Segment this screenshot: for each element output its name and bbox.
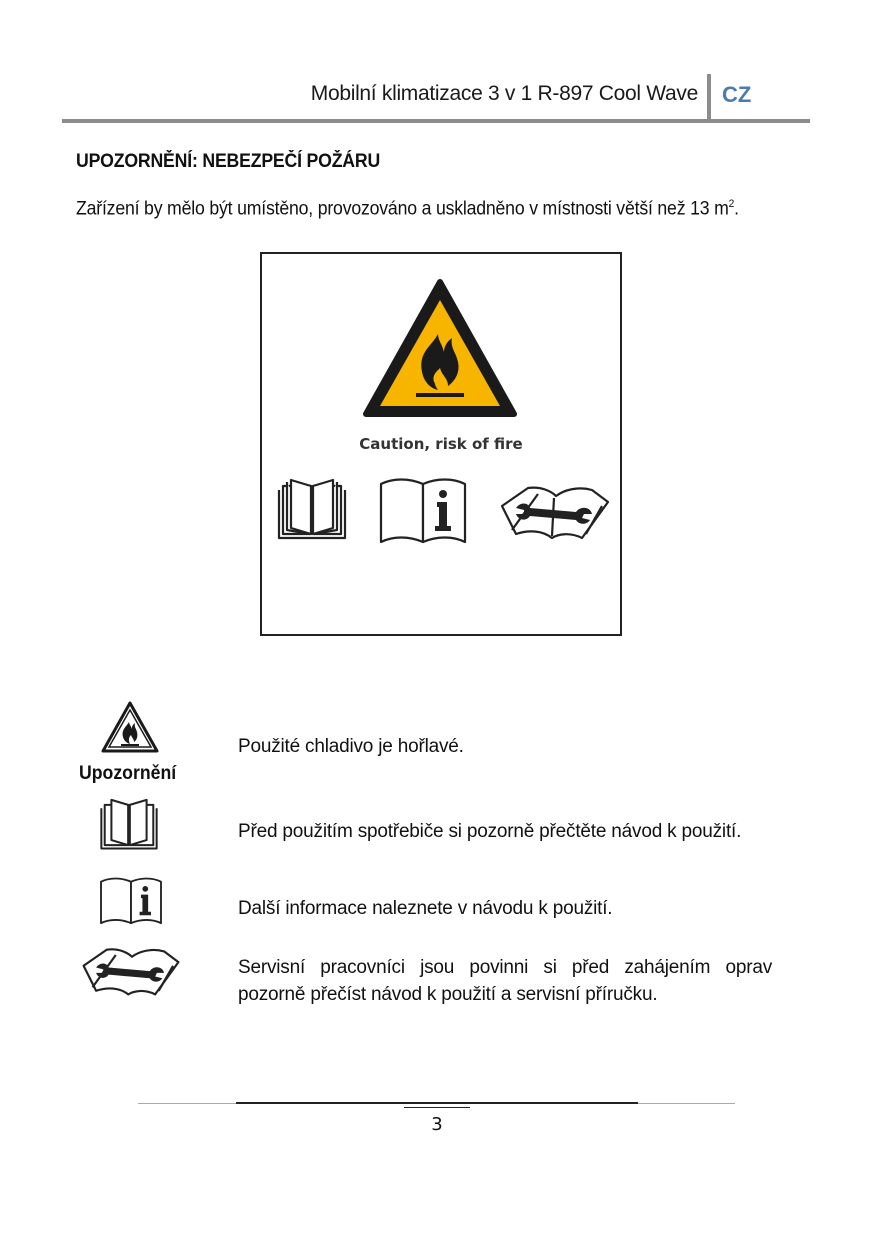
footer-rule-bold: [236, 1102, 638, 1104]
language-code: CZ: [722, 82, 752, 107]
legend-text-flammable: Použité chladivo je hořlavé.: [238, 736, 464, 757]
section-heading: UPOZORNĚNÍ: NEBEZPEČÍ POŽÁRU: [76, 151, 381, 172]
service-book-icon: [80, 946, 182, 998]
page-number: 3: [431, 1114, 443, 1135]
flammable-warning-icon: [362, 278, 518, 420]
intro-text: Zařízení by mělo být umístěno, provozováno a uskladněno v místnosti větší než 13 m: [76, 198, 729, 220]
footer-rule-short: [404, 1107, 470, 1108]
legend-text-manual: Před použitím spotřebiče si pozorně přečtěte návod k použití.: [238, 821, 742, 842]
header-separator: [707, 74, 711, 122]
manual-book-icon: [98, 798, 160, 852]
intro-paragraph: [76, 198, 739, 220]
legend-text-info: Další informace naleznete v návodu k použití.: [238, 898, 613, 919]
intro-end: .: [734, 198, 739, 220]
legend-text-service: Servisní pracovníci jsou povinni si před zahájením oprav pozorně přečíst návod k použití a servisní příručku.: [238, 957, 772, 1005]
document-title: Mobilní klimatizace 3 v 1 R-897 Cool Wave: [310, 82, 698, 105]
manual-book-icon: [275, 478, 349, 542]
flammable-warning-icon: [100, 700, 160, 754]
info-book-icon: [98, 876, 164, 926]
info-book-icon: [377, 476, 469, 546]
legend-caution-label: Upozornění: [79, 763, 177, 784]
header-rule: [62, 119, 810, 123]
label-caption: Caution, risk of fire: [359, 435, 523, 453]
intro-superscript: 2: [728, 198, 735, 210]
warning-label: [260, 252, 622, 636]
service-book-icon: [498, 484, 612, 542]
